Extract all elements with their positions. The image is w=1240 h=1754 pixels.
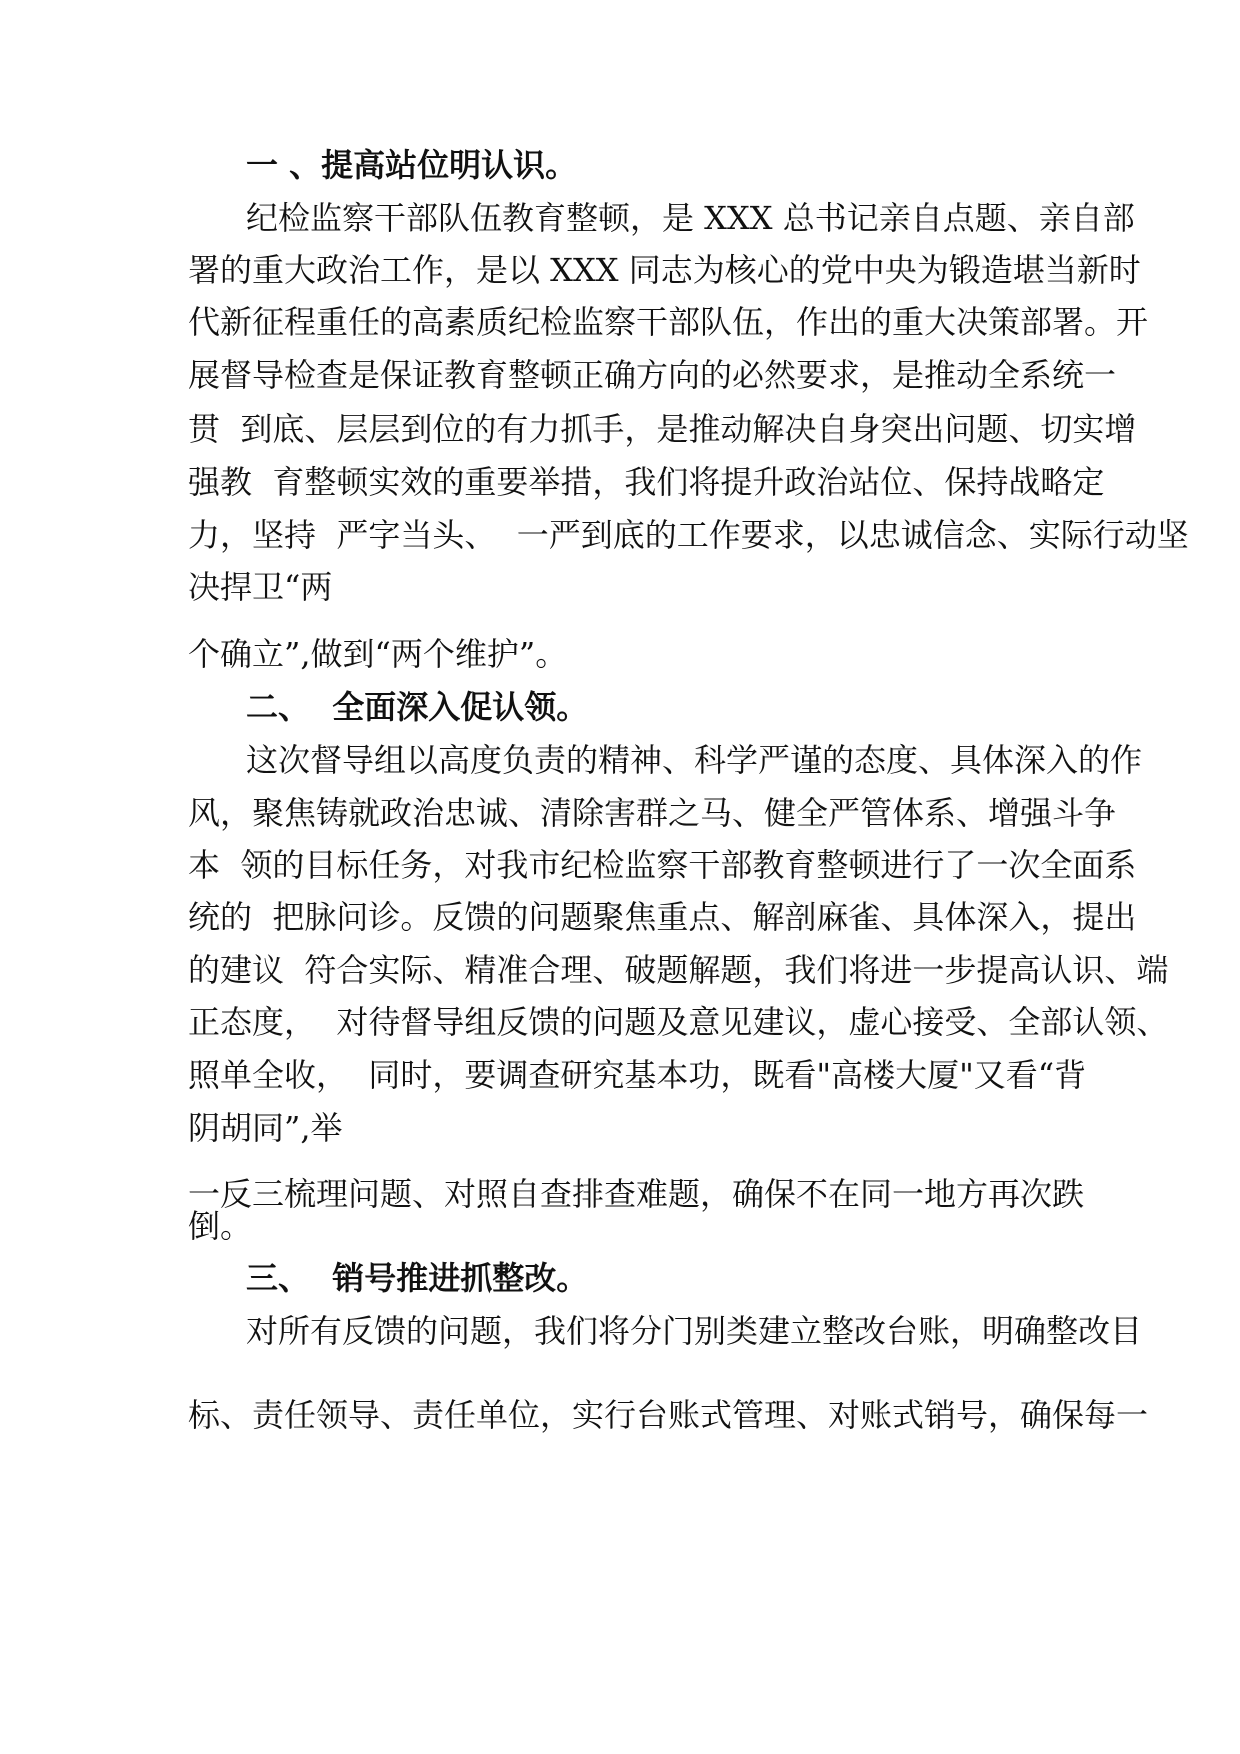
section-2-line-1: 这次督导组以高度负责的精神、科学严谨的态度、具体深入的作 [246, 741, 1143, 779]
section-1-heading: 一 、提高站位明认识。 [246, 146, 578, 184]
section-1-line-9: 个确立”,做到“两个维护”。 [188, 635, 568, 673]
section-1-line-1: 纪检监察干部队伍教育整顿，是 XXX 总书记亲自点题、亲自部 [246, 199, 1135, 237]
section-3-heading: 三、 销号推进抓整改。 [246, 1259, 589, 1297]
section-2-heading: 二、 全面深入促认领。 [246, 688, 589, 726]
section-1-line-4: 展督导检查是保证教育整顿正确方向的必然要求，是推动全系统一 [188, 356, 1117, 394]
section-2-line-8: 阴胡同”,举 [188, 1109, 343, 1147]
section-2-line-3: 本 领的目标任务，对我市纪检监察干部教育整顿进行了一次全面系 [188, 846, 1137, 884]
section-2-line-9: 一反三梳理问题、对照自查排查难题，确保不在同一地方再次跌 [188, 1175, 1085, 1213]
section-2-line-7: 照单全收， 同时，要调查研究基本功，既看"高楼大厦"又看“背 [188, 1056, 1087, 1094]
section-2-line-10: 倒。 [188, 1207, 253, 1245]
section-1-line-8: 决捍卫“两 [188, 568, 333, 606]
section-1-line-3: 代新征程重任的高素质纪检监察干部队伍，作出的重大决策部署。开 [188, 303, 1149, 341]
section-1-line-6: 强教 育整顿实效的重要举措，我们将提升政治站位、保持战略定 [188, 463, 1105, 501]
section-1-line-2: 署的重大政治工作，是以 XXX 同志为核心的党中央为锻造堪当新时 [188, 251, 1141, 289]
section-3-line-2: 标、责任领导、责任单位，实行台账式管理、对账式销号，确保每一 [188, 1396, 1149, 1434]
section-3-line-1: 对所有反馈的问题，我们将分门别类建立整改台账，明确整改目 [246, 1312, 1143, 1350]
section-1-line-7: 力，坚持 严字当头、 一严到底的工作要求，以忠诚信念、实际行动坚 [188, 516, 1189, 554]
section-2-line-4: 统的 把脉问诊。反馈的问题聚焦重点、解剖麻雀、具体深入，提出 [188, 898, 1137, 936]
section-2-line-6: 正态度， 对待督导组反馈的问题及意见建议，虚心接受、全部认领、 [188, 1003, 1169, 1041]
section-1-line-5: 贯 到底、层层到位的有力抓手，是推动解决自身突出问题、切实增 [188, 410, 1137, 448]
section-2-line-5: 的建议 符合实际、精准合理、破题解题，我们将进一步提高认识、端 [188, 951, 1169, 989]
section-2-line-2: 风，聚焦铸就政治忠诚、清除害群之马、健全严管体系、增强斗争 [188, 794, 1117, 832]
